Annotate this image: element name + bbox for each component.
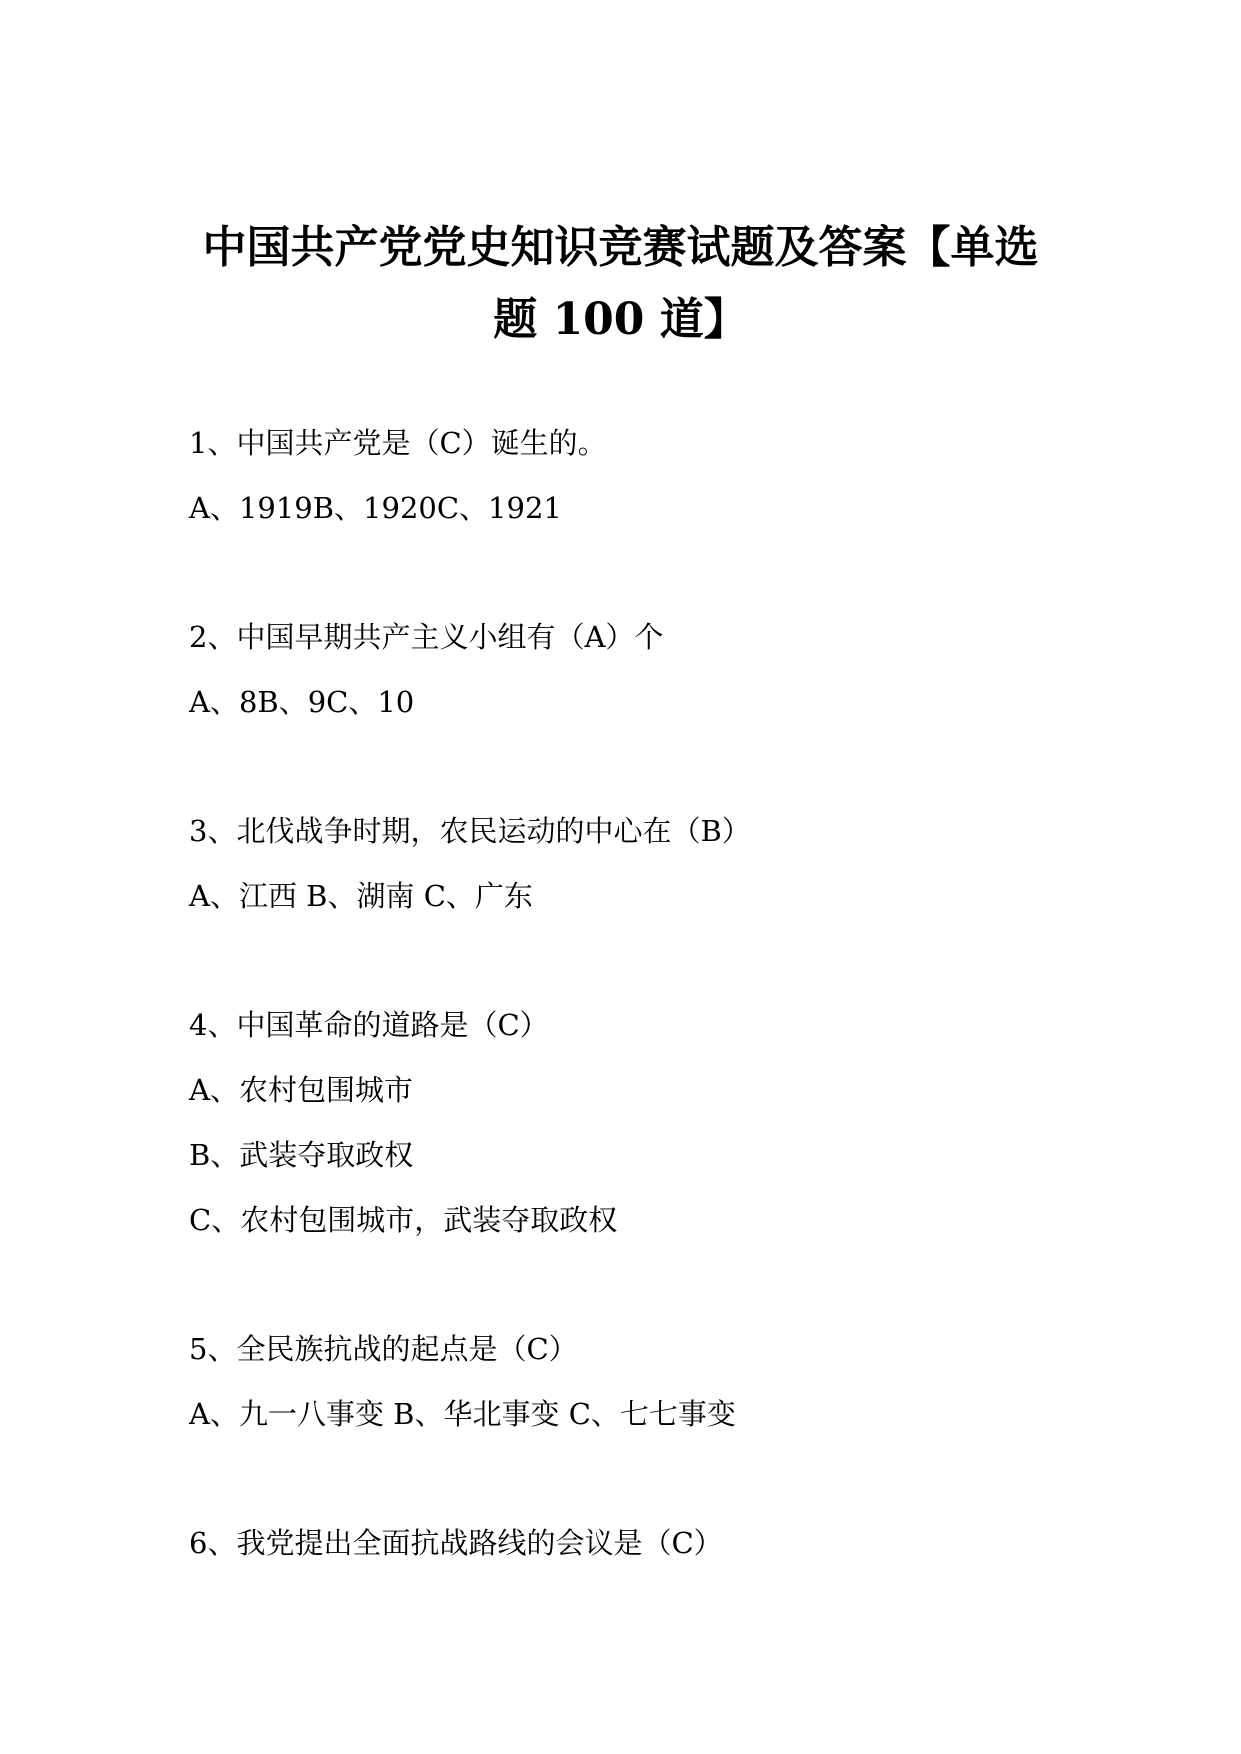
question-1-text: 1、中国共产党是（C）诞生的。 [189, 426, 607, 460]
question-3-options: A、江西 B、湖南 C、广东 [189, 879, 533, 913]
question-3-text: 3、北伐战争时期，农民运动的中心在（B） [189, 814, 751, 848]
document-title-line-2: 题 100 道】 [493, 294, 748, 345]
question-5-text: 5、全民族抗战的起点是（C） [189, 1332, 578, 1366]
question-5-options: A、九一八事变 B、华北事变 C、七七事变 [189, 1397, 736, 1431]
question-4-option-b: B、武装夺取政权 [189, 1138, 414, 1172]
document-title-line-1: 中国共产党党史知识竞赛试题及答案【单选 [202, 222, 1039, 273]
question-6-text: 6、我党提出全面抗战路线的会议是（C） [189, 1526, 723, 1560]
question-1-options: A、1919B、1920C、1921 [189, 491, 562, 525]
question-4-option-c: C、农村包围城市，武装夺取政权 [189, 1203, 618, 1237]
question-2-options: A、8B、9C、10 [189, 685, 415, 719]
question-2-text: 2、中国早期共产主义小组有（A）个 [189, 620, 664, 654]
question-4-text: 4、中国革命的道路是（C） [189, 1008, 549, 1042]
question-4-option-a: A、农村包围城市 [189, 1073, 413, 1107]
